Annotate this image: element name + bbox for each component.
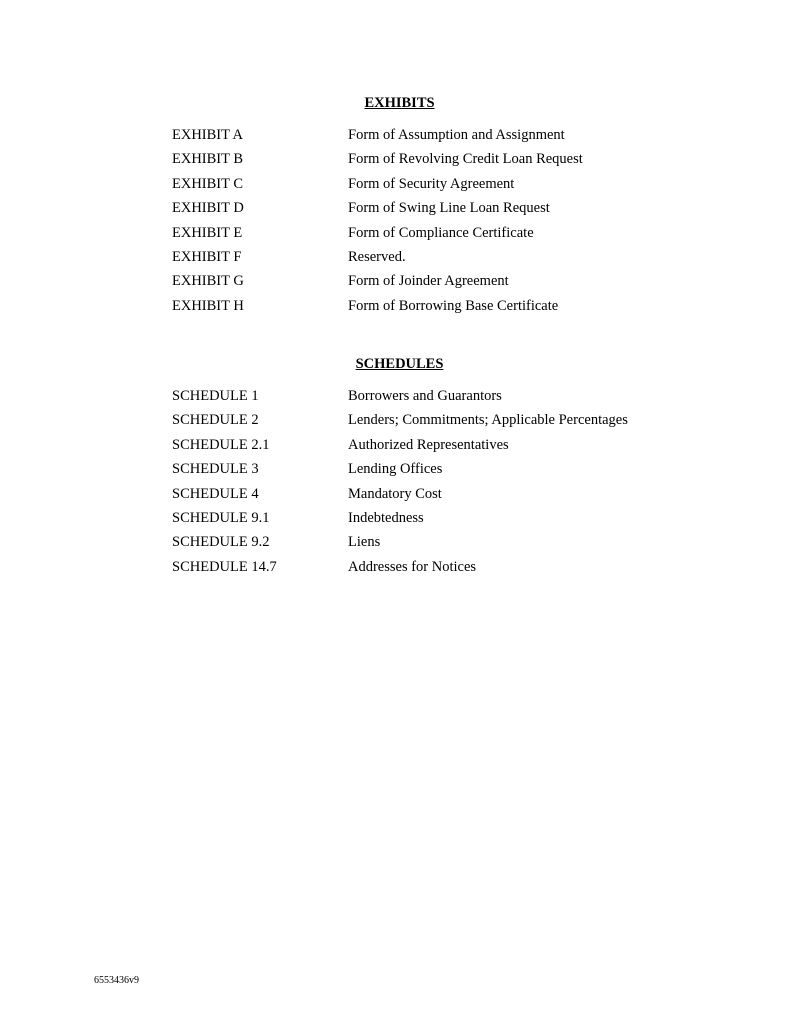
- schedule-row: [172, 509, 672, 533]
- schedule-label: SCHEDULE 3: [172, 461, 259, 478]
- schedule-label: SCHEDULE 4: [172, 485, 259, 502]
- schedule-description: Lenders; Commitments; Applicable Percentages: [348, 412, 628, 429]
- schedule-row: [172, 411, 672, 435]
- schedule-label: SCHEDULE 2: [172, 412, 259, 429]
- schedule-label: SCHEDULE 9.2: [172, 534, 270, 551]
- schedules-heading: SCHEDULES: [355, 356, 444, 372]
- schedule-row: [172, 558, 672, 582]
- exhibit-label: EXHIBIT D: [172, 200, 244, 217]
- exhibit-row: [172, 248, 672, 272]
- exhibit-row: [172, 272, 672, 296]
- exhibit-label: EXHIBIT F: [172, 248, 242, 265]
- exhibit-description: Form of Revolving Credit Loan Request: [348, 151, 583, 168]
- schedule-description: Mandatory Cost: [348, 485, 442, 502]
- schedule-label: SCHEDULE 9.1: [172, 509, 270, 526]
- exhibit-description: Form of Assumption and Assignment: [348, 127, 565, 143]
- schedule-label: SCHEDULE 14.7: [172, 558, 277, 575]
- schedule-row: [172, 387, 672, 411]
- exhibits-heading: EXHIBITS: [364, 95, 435, 111]
- exhibit-row: [172, 199, 672, 223]
- exhibit-row: [172, 224, 672, 248]
- exhibit-row: [172, 297, 672, 321]
- schedule-description: Borrowers and Guarantors: [348, 388, 502, 404]
- schedules-list: [172, 387, 672, 582]
- schedule-row: [172, 485, 672, 509]
- schedule-description: Lending Offices: [348, 461, 443, 478]
- exhibit-description: Form of Security Agreement: [348, 175, 515, 192]
- schedule-row: [172, 460, 672, 484]
- exhibit-label: EXHIBIT C: [172, 175, 244, 192]
- exhibit-description: Form of Borrowing Base Certificate: [348, 297, 559, 314]
- exhibit-label: EXHIBIT A: [172, 127, 244, 143]
- exhibit-description: Reserved.: [348, 248, 406, 265]
- exhibit-row: [172, 150, 672, 174]
- schedule-label: SCHEDULE 1: [172, 388, 259, 404]
- exhibit-row: [172, 175, 672, 199]
- exhibit-row: [172, 126, 672, 150]
- exhibit-label: EXHIBIT H: [172, 297, 244, 314]
- schedule-row: [172, 436, 672, 460]
- exhibit-label: EXHIBIT G: [172, 273, 244, 290]
- schedule-description: Authorized Representatives: [348, 436, 509, 453]
- exhibit-description: Form of Compliance Certificate: [348, 224, 534, 241]
- exhibits-list: [172, 126, 672, 321]
- exhibit-description: Form of Joinder Agreement: [348, 273, 509, 290]
- exhibit-label: EXHIBIT B: [172, 151, 244, 168]
- document-id: 6553436v9: [94, 975, 139, 986]
- schedule-row: [172, 533, 672, 557]
- schedule-label: SCHEDULE 2.1: [172, 436, 270, 453]
- schedule-description: Addresses for Notices: [348, 558, 477, 575]
- exhibit-label: EXHIBIT E: [172, 224, 243, 241]
- exhibit-description: Form of Swing Line Loan Request: [348, 200, 550, 217]
- schedule-description: Liens: [348, 534, 381, 551]
- schedule-description: Indebtedness: [348, 509, 424, 526]
